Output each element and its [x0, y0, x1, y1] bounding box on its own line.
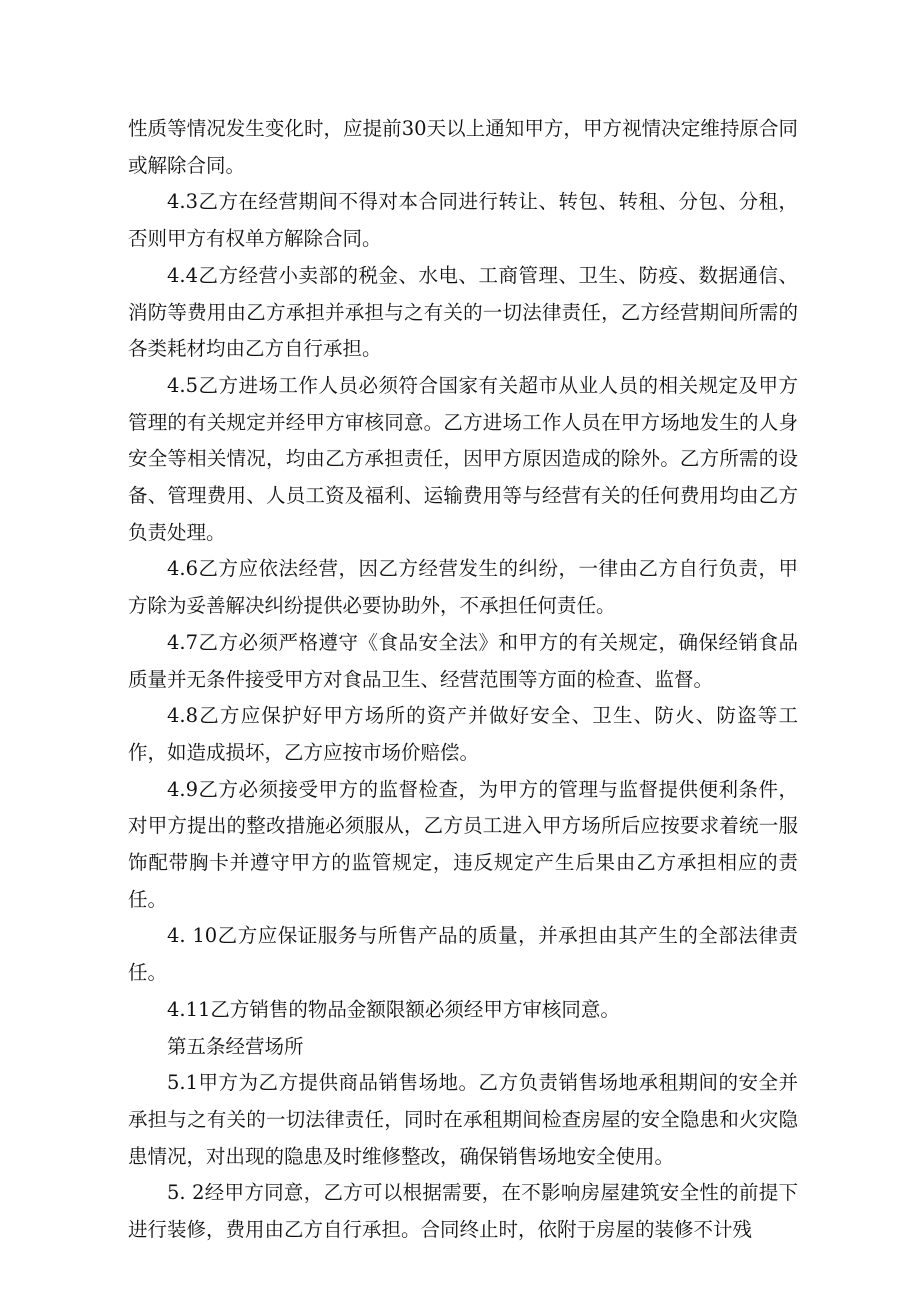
- clause-4-10: 4. 10乙方应保证服务与所售产品的质量，并承担由其产生的全部法律责任。: [128, 924, 798, 985]
- clause-4-4: 4.4乙方经营小卖部的税金、水电、工商管理、卫生、防疫、数据通信、消防等费用由乙方承担并承担与之有关的一切法律责任，乙方经营期间所需的各类耗材均由乙方自行承担。: [128, 263, 798, 361]
- clause-4-8: 4.8乙方应保护好甲方场所的资产并做好安全、卫生、防火、防盗等工作，如造成损坏，乙方应按市场价赔偿。: [128, 704, 798, 764]
- clause-4-7: 4.7乙方必须严格遵守《食品安全法》和甲方的有关规定，确保经销食品质量并无条件接受甲方对食品卫生、经营范围等方面的检查、监督。: [128, 630, 798, 691]
- document-body: [128, 111, 798, 1249]
- clause-4-5: 4.5乙方进场工作人员必须符合国家有关超市从业人员的相关规定及甲方管理的有关规定并经甲方审核同意。乙方进场工作人员在甲方场地发生的人身安全等相关情况，均由乙方承担责任，因甲方原因造成的除外。乙方所需的设备、管理费用、人员工资及福利、运输费用等与经营有关的任何费用均由乙方负责处理。: [128, 373, 798, 544]
- clause-5-2: 5. 2经甲方同意，乙方可以根据需要，在不影响房屋建筑安全性的前提下进行装修，费用由乙方自行承担。合同终止时，依附于房屋的装修不计残: [128, 1181, 798, 1242]
- clause-4-9: 4.9乙方必须接受甲方的监督检查，为甲方的管理与监督提供便利条件，对甲方提出的整改措施必须服从，乙方员工进入甲方场所后应按要求着统一服饰配带胸卡并遵守甲方的监管规定，违反规定产生后果由乙方承担相应的责任。: [128, 777, 798, 911]
- section-heading-article-5: 第五条经营场所: [167, 1034, 304, 1058]
- clause-5-1: 5.1甲方为乙方提供商品销售场地。乙方负责销售场地承租期间的安全并承担与之有关的一切法律责任，同时在承租期间检查房屋的安全隐患和火灾隐患情况，对出现的隐患及时维修整改，确保销售场地安全使用。: [128, 1071, 798, 1168]
- clause-4-6: 4.6乙方应依法经营，因乙方经营发生的纠纷，一律由乙方自行负责，甲方除为妥善解决纠纷提供必要协助外，不承担任何责任。: [128, 557, 798, 618]
- paragraph-continuation: 性质等情况发生变化时，应提前30天以上通知甲方，甲方视情决定维持原合同或解除合同。: [128, 117, 798, 177]
- clause-4-3: 4.3乙方在经营期间不得对本合同进行转让、转包、转租、分包、分租，否则甲方有权单方解除合同。: [128, 190, 798, 251]
- clause-4-11: 4.11乙方销售的物品金额限额必须经甲方审核同意。: [167, 997, 620, 1021]
